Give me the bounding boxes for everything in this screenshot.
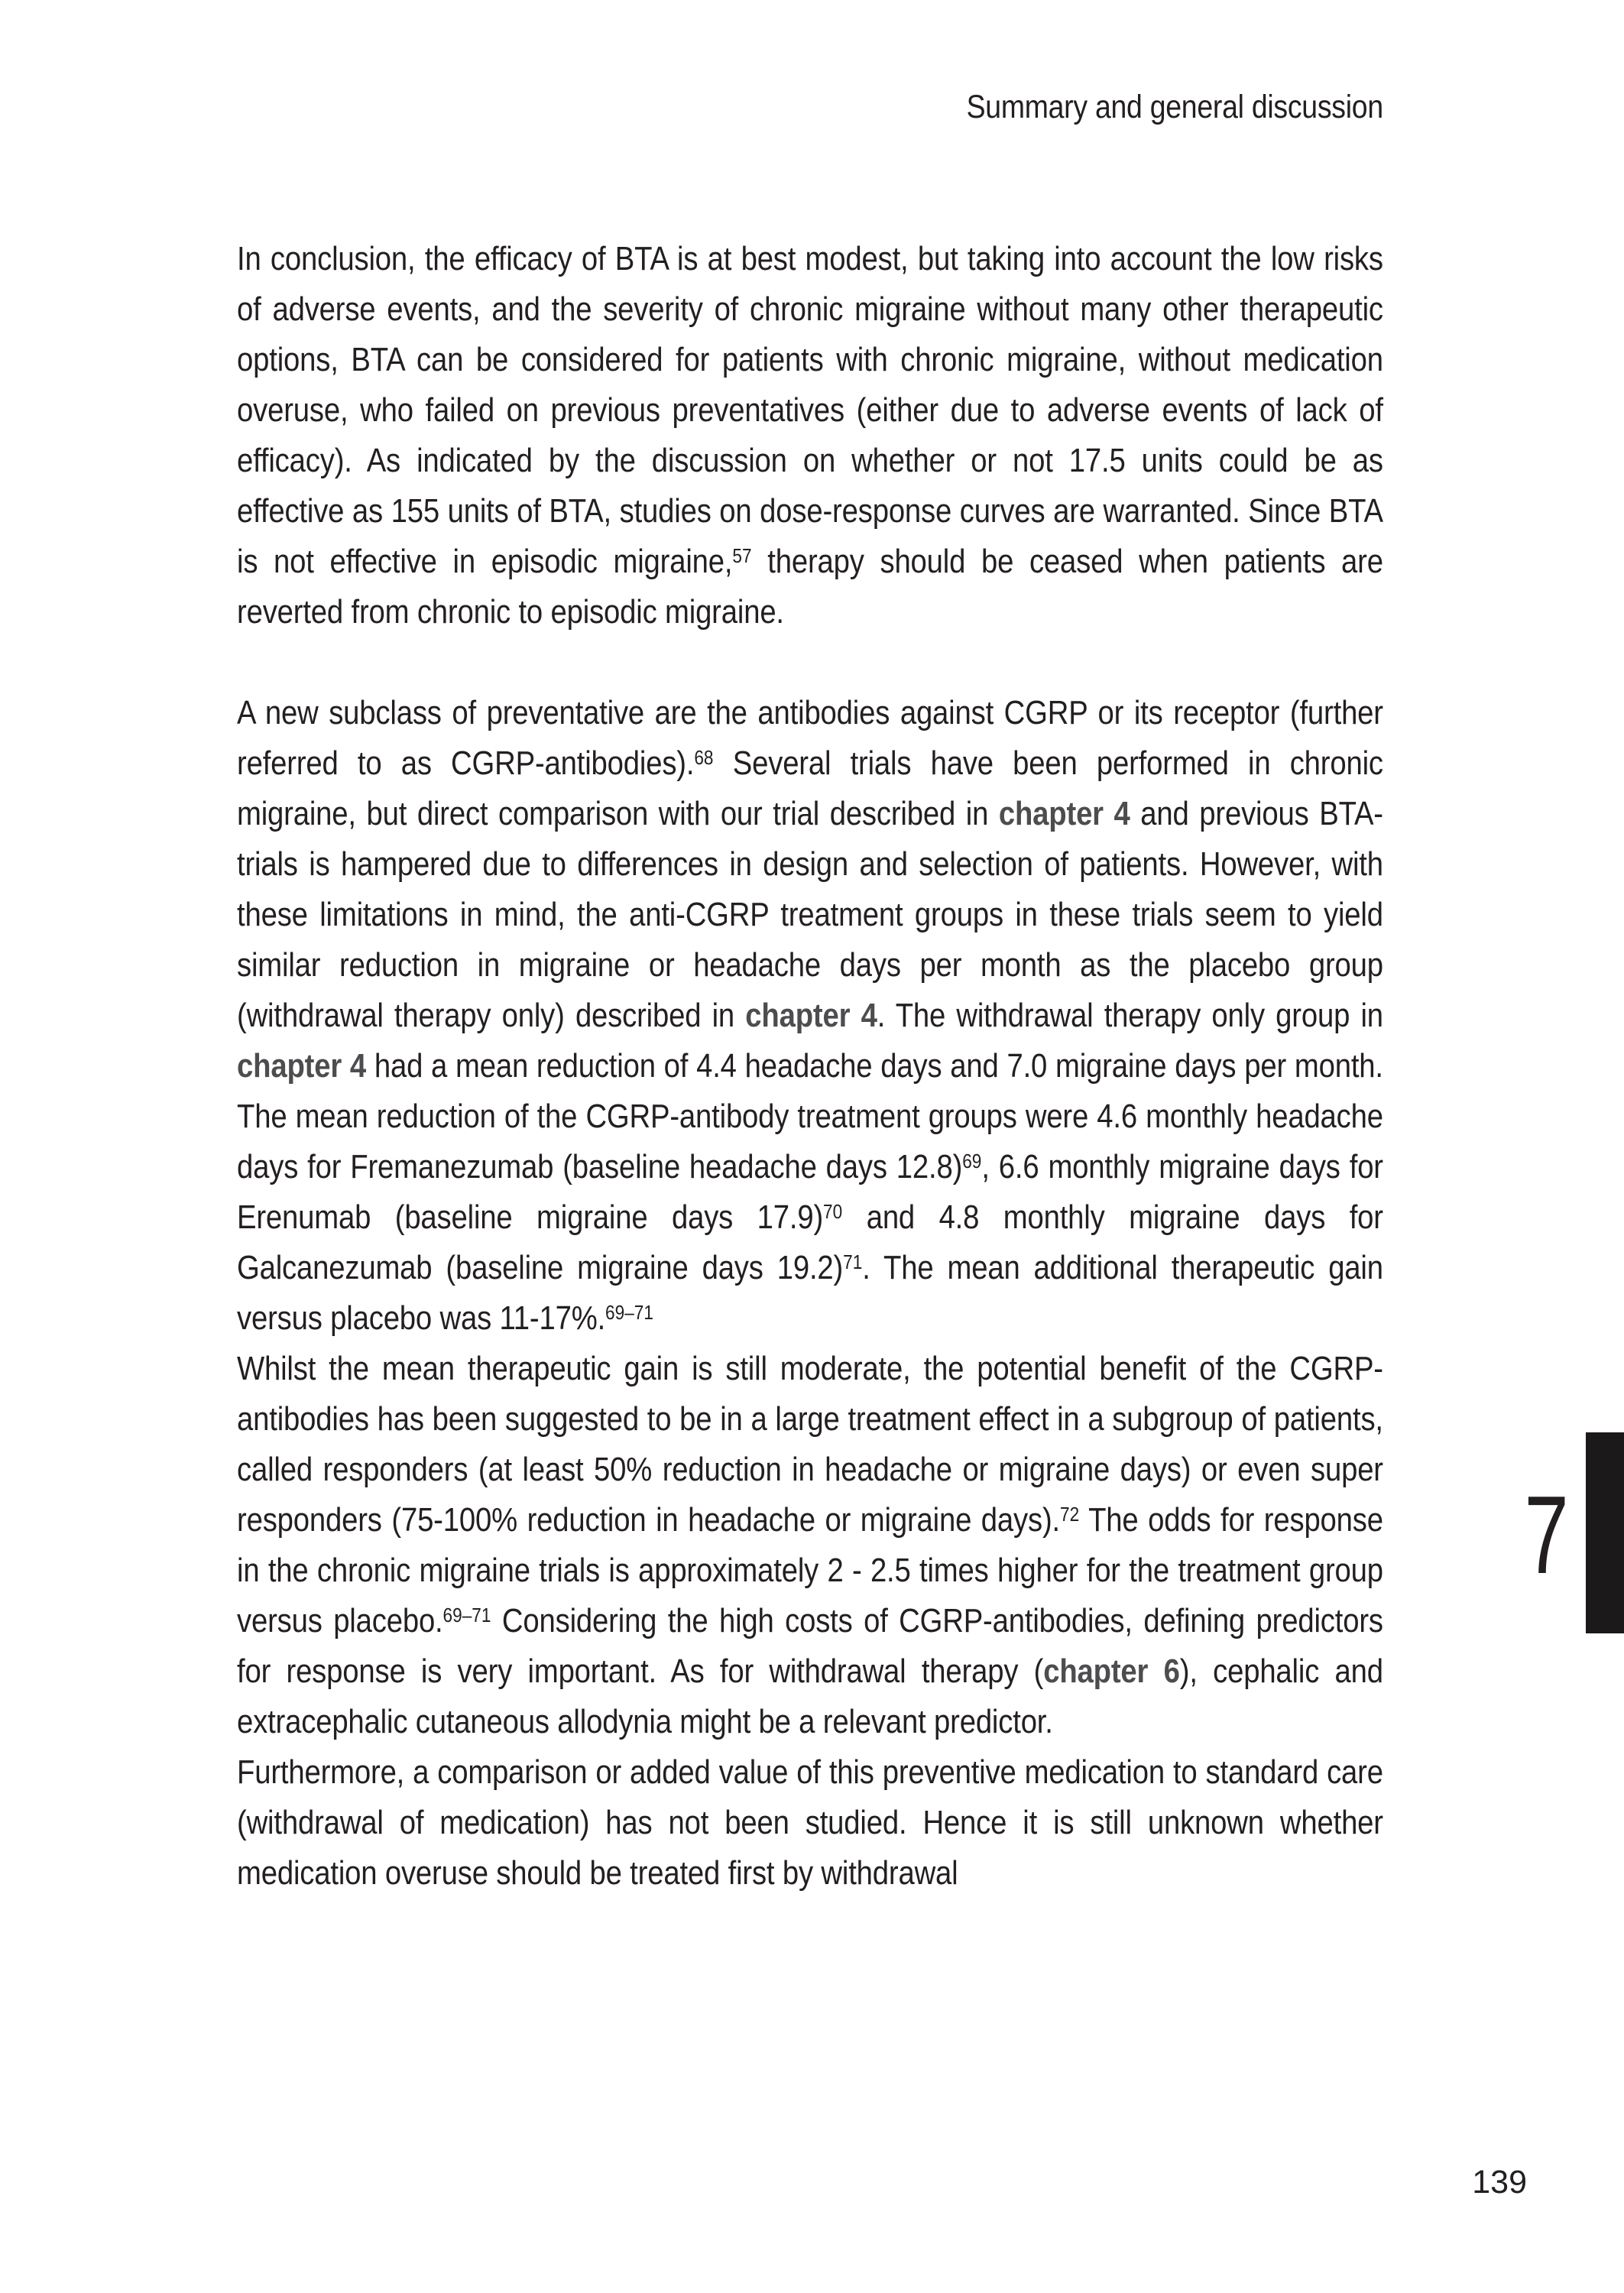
reference-superscript: 69 <box>962 1150 982 1172</box>
reference-superscript: 68 <box>694 746 714 769</box>
chapter-reference: chapter 4 <box>237 1047 367 1085</box>
chapter-number: 7 <box>1524 1473 1569 1597</box>
text-run: and previous BTA-trials is hampered due to differences in design and selection of patients. However, with these limitations in mind, the anti-CGRP treatment groups in these trials seem to yield similar reduction in migraine or headache days per month as the placebo group (withdrawal therapy only) described in <box>237 795 1383 1034</box>
reference-superscript: 70 <box>823 1200 843 1223</box>
text-run: and 4.8 monthly migraine days for Galcanezumab (baseline migraine days 19.2) <box>237 1198 1383 1286</box>
chapter-reference: chapter 6 <box>1043 1652 1180 1690</box>
text-run: Several trials have been performed in chronic migraine, but direct comparison with our trial described in <box>237 744 1383 832</box>
chapter-reference: chapter 4 <box>998 795 1130 832</box>
text-run: The odds for response in the chronic migraine trials is approximately 2 - 2.5 times higher for the treatment group versus placebo. <box>237 1501 1383 1639</box>
running-head: Summary and general discussion <box>966 89 1383 125</box>
reference-superscript: 57 <box>732 544 752 567</box>
text-run: In conclusion, the efficacy of BTA is at best modest, but taking into account the low risks of adverse events, and the severity of chronic migraine without many other therapeutic options, BTA can be considered for patients with chronic migraine, without medication overuse, who failed on previous preventatives (either due to adverse events of lack of efficacy). As indicated by the discussion on whether or not 17.5 units could be as effective as 155 units of BTA, studies on dose-response curves are warranted. Since BTA is not effective in episodic migraine, <box>237 240 1383 580</box>
paragraph-1 <box>237 234 1383 637</box>
page-number: 139 <box>1472 2164 1527 2201</box>
text-run: Considering the high costs of CGRP-antibodies, defining predictors for response is very important. As for withdrawal therapy ( <box>237 1602 1383 1690</box>
chapter-reference: chapter 4 <box>745 997 877 1034</box>
paragraph-2 <box>237 688 1383 1344</box>
reference-superscript: 71 <box>843 1250 863 1273</box>
reference-superscript: 69–71 <box>442 1604 491 1627</box>
text-run: A new subclass of preventative are the antibodies against CGRP or its receptor (further referred to as CGRP-antibodies). <box>237 694 1383 782</box>
paragraph-3 <box>237 1344 1383 1747</box>
reference-superscript: 69–71 <box>605 1301 653 1324</box>
text-run: ), cephalic and extracephalic cutaneous allodynia might be a relevant predictor. <box>237 1652 1383 1740</box>
text-run: . The mean additional therapeutic gain versus placebo was 11-17%. <box>237 1249 1383 1337</box>
chapter-tab-bar <box>1586 1432 1624 1633</box>
text-run: had a mean reduction of 4.4 headache days and 7.0 migraine days per month. The mean reduction of the CGRP-antibody treatment groups were 4.6 monthly headache days for Fremanezumab (baseline headache days 12.8) <box>237 1047 1383 1185</box>
text-run: Furthermore, a comparison or added value of this preventive medication to standard care (withdrawal of medication) has not been studied. Hence it is still unknown whether medication overuse should be treated first by withdrawal <box>237 1753 1383 1892</box>
text-run: therapy should be ceased when patients are reverted from chronic to episodic migraine. <box>237 543 1383 631</box>
reference-superscript: 72 <box>1060 1503 1080 1526</box>
text-run: Whilst the mean therapeutic gain is still moderate, the potential benefit of the CGRP-antibodies has been suggested to be in a large treatment effect in a subgroup of patients, called responders (at least 50% reduction in headache or migraine days) or even super responders (75-100% reduction in headache or migraine days). <box>237 1350 1383 1539</box>
body-text <box>237 234 1383 1899</box>
paragraph-4 <box>237 1747 1383 1899</box>
text-run: , 6.6 monthly migraine days for Erenumab (baseline migraine days 17.9) <box>237 1148 1383 1236</box>
text-run: . The withdrawal therapy only group in <box>877 997 1383 1034</box>
